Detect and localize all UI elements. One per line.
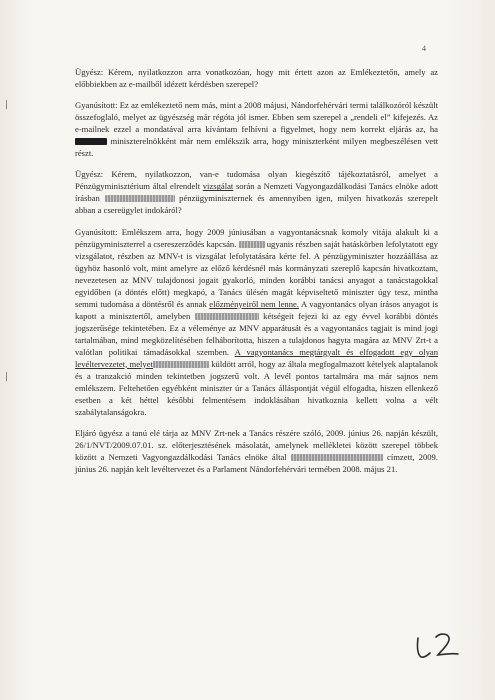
- paragraph-text: A vagyontanács olyan írásos anyagot is kapott a minisztertől, amelyben: [75, 298, 438, 321]
- redaction-bar: [195, 313, 259, 320]
- paragraph-text: miniszterelnökként már nem emlékszik arra, hogy miniszterként milyen megbeszélésen vett részt.: [75, 136, 438, 159]
- redaction-bar: [291, 454, 383, 461]
- paragraph-text: Gyanúsított: Emlékszem arra, hogy 2009 júniusában a vagyontanácsnak komoly vitája alakult ki a pénzügyminiszterrel a csereszerződés kapcsán.: [75, 226, 438, 249]
- paragraph-text: Gyanúsított: Ez az emlékeztető nem más, mint a 2008 májusi, Nándorfehérvári termi találkozóról készült összefoglaló, melyet az ügyészség már régóta jól ismer. Ebben sem szerepel a „rendeli el” kifejezés. Az e-mailnek ezzel a mondatával arra kívántam felhívni a figyelmet, hogy nem korrekt eljárás az, ha: [75, 100, 438, 135]
- redaction-bar: [75, 138, 107, 145]
- margin-punch-mark: [6, 100, 10, 109]
- paragraph-prosecutor-statement: [75, 427, 438, 475]
- paragraph-text: pénzügyminiszternek és amennyiben igen, milyen hivatkozás szerepelt abban a csereügylet indokáról?: [75, 193, 438, 216]
- paragraph-text: küldött arról, hogy az általa megfogalmazott kételyek alaptalanok és a tranzakció minden tekintetben jogszerű volt. A levél pontos tartalmára ma már sajnos nem emlékszem. Feltehetően egyébként miniszter úr a Tanács álláspontját végül elfogadta, hiszen ellenkező esetben a két héttel későbbi felmentésem indoklásában hivatkoznia kellett volna a vélt szabálytalanságokra.: [75, 358, 439, 417]
- margin-punch-mark: [6, 372, 10, 381]
- redaction-bar: [153, 361, 209, 368]
- paragraph-text: során a Nemzeti Vagyongazdálkodási Tanács elnöke adott írásban: [75, 181, 438, 204]
- underlined-text: előzményeiről nem lenne.: [209, 298, 299, 309]
- redaction-bar: [239, 241, 265, 248]
- paragraph-prosecutor-question-1: Ügyész: Kérem, nyilatkozzon arra vonatkozóan, hogy mit értett azon az Emlékeztetőn, amely az előbbiekben az e-mailből idézett kérdésben szerepel?: [75, 67, 438, 89]
- paragraph-text: Ügyész: Kérem, nyilatkozzon, van-e tudomása olyan kiegészítő tájékoztatásról, amelyet a Pénzügyminisztérium által elrendelt: [75, 169, 438, 192]
- paragraph-text: címzett, 2009. június 26. napján kelt levéltervezet és a Parlament Nándorfehérvári termében 2008. május 21.: [75, 451, 438, 474]
- underlined-text: A vagyontanács megtárgyalt és elfogadott egy olyan levéltervezetet, melyet: [75, 346, 438, 369]
- paragraph-text: ugyanis részben saját hatáskörben lefolytatott egy vizsgálatot, részben az MNV-t is vizsgálat lefolytatására kérte fel. A pénzügyminiszter hozzáállása az ügyhöz hasonló volt, mint amelyre az előző kérdésnél más kormányzati szereplő kapcsán hivatkoztam, nevezetesen az MNV tulajdonosi jogait gyakorló, minden korábbi tanácsi anyagot a tanácstagokkal egyidőben (a döntés előtt) megkapó, a Tanács ülésén magát képviseltető miniszter úgy tesz, mintha semmi tudomása a döntésről és annak: [75, 238, 438, 309]
- paragraph-text: kétségeit fejezi ki az egy évvel korábbi döntés jogszerűsége tekintetében. Ez a véleménye az MNV apparátusát és a vagyontanács tagjait is mind jogi tartalmában, mind megközelítésében felháborította, hiszen a tulajdonos hagyta magára az MNV Zrt-t a valótlan politikai támadásokkal szemben.: [75, 310, 438, 357]
- paragraph-suspect-answer-2: [75, 226, 438, 418]
- handwritten-signature: [412, 624, 466, 664]
- paragraph-suspect-answer-1: [75, 99, 438, 159]
- paragraph-text: Eljáró ügyész a tanú elé tárja az MNV Zrt-nek a Tanács részére szóló, 2009. június 26. napján készült, 26/1/NVT/2009.07.01. sz. előterjesztésének másolatát, amelynek mellékletei között szerepel többek között a Nemzeti Vagyongazdálkodási Tanács elnöke által: [75, 427, 438, 462]
- page-number: 4: [422, 44, 426, 53]
- redaction-bar: [105, 195, 175, 202]
- underlined-text: vizsgálat: [202, 181, 234, 192]
- paragraph-prosecutor-question-2: [75, 168, 438, 216]
- document-body: [75, 66, 438, 484]
